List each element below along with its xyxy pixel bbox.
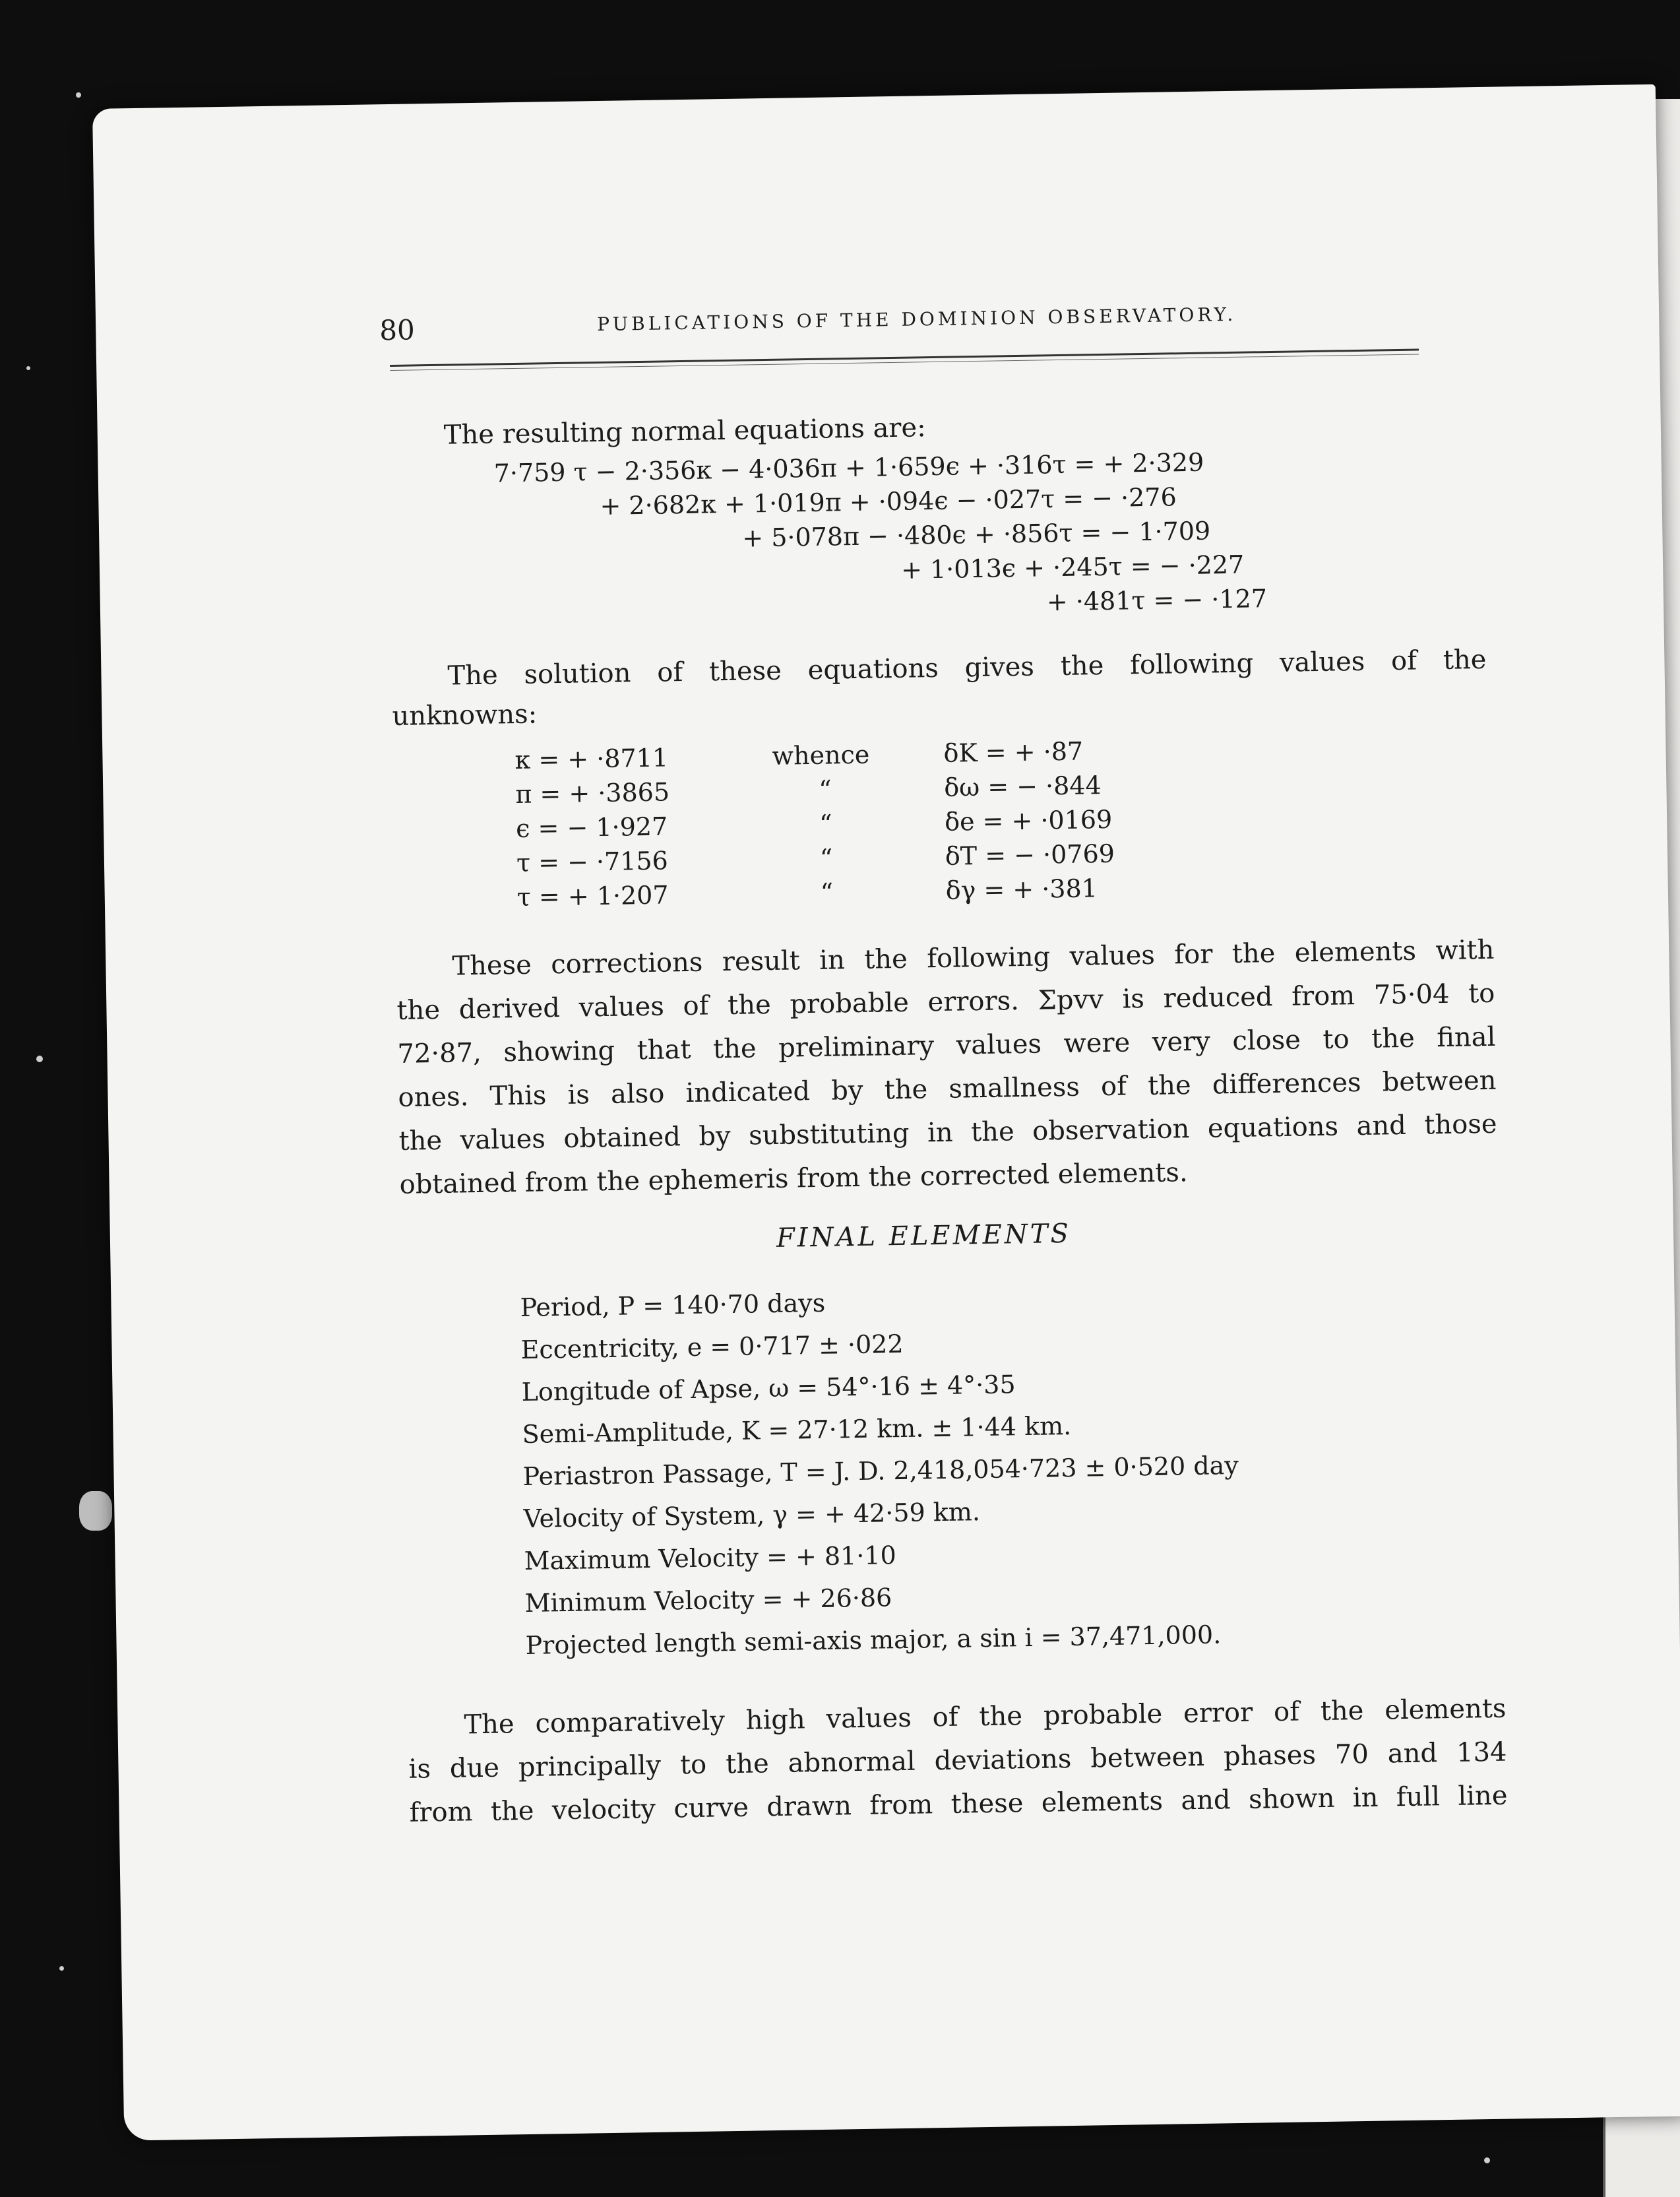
speck: [1484, 2157, 1490, 2163]
speck: [36, 1056, 43, 1062]
speck: [79, 1491, 112, 1531]
equation-row: + 2·682κ + 1·019π + ·094ϵ − ·027τ = − ·276: [600, 482, 1177, 521]
corrections-line: the values obtained by substituting in the observation equations and those: [398, 1108, 1497, 1157]
document-page: [92, 84, 1680, 2141]
element-longitude-apse: Longitude of Apse, ω = 54°·16 ± 4°·35: [521, 1370, 1016, 1407]
element-semi-axis: Projected length semi-axis major, a sin i = 37,471,000.: [525, 1620, 1222, 1660]
solution-right: δK = + ·87: [943, 736, 1084, 768]
solution-mid: whence: [772, 740, 870, 771]
closing-line: The comparatively high values of the probable error of the elements: [464, 1693, 1507, 1740]
solution-intro-line2: unknowns:: [392, 699, 538, 732]
solution-left: κ = + ·8711: [514, 743, 669, 775]
solution-right: δT = − ·0769: [945, 839, 1115, 871]
running-header: PUBLICATIONS OF THE DOMINION OBSERVATORY.: [596, 303, 1237, 336]
intro-text: The resulting normal equations are:: [443, 412, 926, 451]
page-content: [92, 84, 1680, 2141]
element-period: Period, P = 140·70 days: [520, 1288, 826, 1323]
closing-line: from the velocity curve drawn from these elements and shown in full line: [409, 1780, 1508, 1828]
solution-left: τ = − ·7156: [516, 846, 669, 878]
speck: [26, 366, 30, 370]
element-eccentricity: Eccentricity, e = 0·717 ± ·022: [520, 1329, 904, 1365]
corrections-line: the derived values of the probable errors. Σpvv is reduced from 75·04 to: [396, 978, 1495, 1026]
closing-line: is due principally to the abnormal deviations between phases 70 and 134: [408, 1736, 1507, 1785]
header-rule: [390, 348, 1419, 367]
element-maximum-velocity: Maximum Velocity = + 81·10: [524, 1541, 897, 1576]
final-elements-title: FINAL ELEMENTS: [776, 1218, 1072, 1254]
solution-left: ϵ = − 1·927: [515, 812, 668, 844]
corrections-line: 72·87, showing that the preliminary values were very close to the final: [397, 1021, 1496, 1069]
element-semi-amplitude: Semi-Amplitude, K = 27·12 km. ± 1·44 km.: [522, 1411, 1072, 1449]
corrections-line: These corrections result in the following values for the elements with: [452, 934, 1495, 982]
solution-right: δe = + ·0169: [944, 804, 1113, 837]
element-minimum-velocity: Minimum Velocity = + 26·86: [524, 1583, 892, 1618]
element-velocity-system: Velocity of System, γ = + 42·59 km.: [523, 1497, 981, 1533]
solution-right: δω = − ·844: [943, 771, 1102, 802]
solution-intro-line1: The solution of these equations gives the following values of the: [447, 644, 1487, 691]
page-number: 80: [379, 313, 416, 347]
ditto-mark: “: [820, 877, 834, 907]
speck: [59, 1966, 64, 1971]
corrections-line: obtained from the ephemeris from the corrected elements.: [399, 1157, 1188, 1200]
speck: [76, 92, 81, 98]
equation-row: + 5·078π − ·480ϵ + ·856τ = − 1·709: [741, 516, 1211, 553]
solution-left: τ = + 1·207: [516, 880, 669, 912]
ditto-mark: “: [819, 843, 833, 873]
element-periastron: Periastron Passage, T = J. D. 2,418,054·723 ± 0·520 day: [522, 1450, 1239, 1492]
equation-row: + 1·013ϵ + ·245τ = − ·227: [900, 550, 1245, 585]
equation-row: + ·481τ = − ·127: [1046, 584, 1268, 617]
solution-left: π = + ·3865: [515, 777, 670, 810]
corrections-line: ones. This is also indicated by the smallness of the differences between: [398, 1065, 1497, 1113]
ditto-mark: “: [818, 775, 832, 804]
solution-right: δγ = + ·381: [945, 874, 1098, 905]
ditto-mark: “: [819, 809, 832, 839]
equation-row: 7·759 τ − 2·356κ − 4·036π + 1·659ϵ + ·316τ = + 2·329: [493, 447, 1204, 488]
